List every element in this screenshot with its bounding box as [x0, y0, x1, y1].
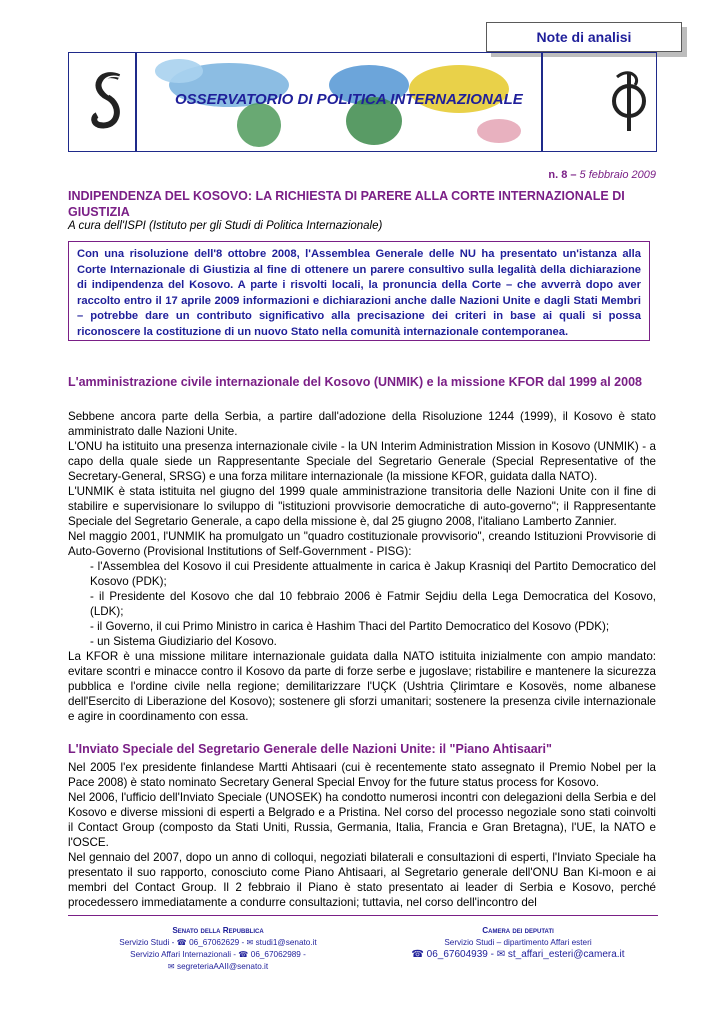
section-body [68, 760, 656, 910]
header-banner [68, 52, 657, 152]
document-title: INDIPENDENZA DEL KOSOVO: LA RICHIESTA DI PARERE ALLA CORTE INTERNAZIONALE DI GIUSTIZIA [68, 189, 625, 219]
paragraph: Nel 2005 l'ex presidente finlandese Martti Ahtisaari (cui è recentemente stato assegnato il Premio Nobel per la Pace 2008) è stato nominato Secretary General Special Envoy for the future status process for Kosovo. [68, 761, 656, 789]
footer-senato [68, 925, 368, 973]
paragraph: Nel gennaio del 2007, dopo un anno di colloqui, negoziati bilaterali e consultazioni di esperti, l'Inviato Speciale ha presentato il suo rapporto, conosciuto come Piano Ahtisaari, al Segretario generale dell'ONU Ban Ki-moon e ai membri del Contact Group. Il 2 febbraio il Piano è stato presentato ai leader di Serbia e Kosovo, perché procedessero immediatamente a condurre consultazioni; tuttavia, nel corso dell'incontro del [68, 851, 656, 909]
paragraph: Nel 2006, l'ufficio dell'Inviato Speciale (UNOSEK) ha condotto numerosi incontri con delegazioni della Serbia e del Kosovo e diverse missioni di esperti a Belgrado e a Pristina. Nel corso del processo negoziale sono stati coinvolti il Contact Group (composto da Stati Uniti, Russia, Germania, Italia, Francia e Gran Bretagna), l'UE, la NATO e l'OSCE. [68, 791, 656, 849]
banner-divider [135, 53, 137, 151]
footer-contact: ✉ segreteriaAAII@senato.it [167, 962, 269, 971]
abstract-box: Con una risoluzione dell'8 ottobre 2008, l'Assemblea Generale delle NU ha presentato un'istanza alla Corte Internazionale di Giustizia al fine di ottenere un parere consultivo sulla legalità della dichiarazione di indipendenza del Kosovo. A parte i risvolti locali, la pronuncia della Corte – che avverrà dopo aver raccolto entro il 17 aprile 2009 informazioni e dichiarazioni anche dalle Nazioni Unite e dagli Stati Membri – potrebbe dare un contributo significativo alla precisazione dei criteri in base ai quali si possa riconoscere la costituzione di un nuovo Stato nella comunità internazionale contemporanea. [68, 241, 650, 341]
issue-info [548, 169, 656, 181]
paragraph: Nel maggio 2001, l'UNMIK ha promulgato un "quadro costituzionale provvisorio", creando Istituzioni Provvisorie di Auto-Governo (Provisional Institutions of Self-Government - PISG): [68, 530, 656, 558]
footer-org: Senato della Repubblica [172, 926, 264, 935]
section-body [68, 409, 656, 724]
list-item: - l'Assemblea del Kosovo il cui Presidente attualmente in carica è Jakup Krasniqi del Partito Democratico del Kosovo (PDK); [90, 560, 656, 588]
list-item: - il Governo, il cui Primo Ministro in carica è Hashim Thaci del Partito Democratico del Kosovo (PDK); [90, 620, 610, 633]
section-heading: L'amministrazione civile internazionale del Kosovo (UNMIK) e la missione KFOR dal 1999 al 2008 [68, 375, 642, 389]
footer-org: Camera dei deputati [482, 926, 554, 935]
list-item: - il Presidente del Kosovo che dal 10 febbraio 2006 è Fatmir Sejdiu della Lega Democratica del Kosovo, (LDK); [90, 590, 656, 618]
issue-number: n. 8 – [548, 169, 580, 181]
footer-camera [378, 925, 658, 961]
banner-title: OSSERVATORIO DI POLITICA INTERNAZIONALE [175, 91, 523, 108]
paragraph: Sebbene ancora parte della Serbia, a partire dall'adozione della Risoluzione 1244 (1999), il Kosovo è stato amministrato dalle Nazioni Unite. [68, 410, 656, 438]
senato-logo-icon [89, 67, 129, 137]
footer-contact[interactable]: ☎ 06_67604939 - ✉ st_affari_esteri@camera.it [411, 949, 625, 960]
doc-type-label: Note di analisi [486, 22, 682, 52]
footer-contact: Servizio Studi - ☎ 06_67062629 - ✉ studi1@senato.it [119, 938, 317, 947]
footer-contact: Servizio Studi – dipartimento Affari esteri [444, 938, 592, 947]
banner-divider [541, 53, 543, 151]
document-subtitle: A cura dell'ISPI (Istituto per gli Studi di Politica Internazionale) [68, 220, 383, 232]
footer-divider [68, 915, 658, 916]
camera-logo-icon [609, 67, 649, 137]
paragraph: L'ONU ha istituito una presenza internazionale civile - la UN Interim Administration Mission in Kosovo (UNMIK) - a capo della quale siede un Rappresentante Speciale del Segretario Generale (Special Representative of the Secretary-General, SRSG) e una forza militare internazionale (la missione KFOR, guidata dalla NATO). [68, 440, 656, 483]
section-heading: L'Inviato Speciale del Segretario Generale delle Nazioni Unite: il "Piano Ahtisaari" [68, 742, 552, 756]
issue-date: 5 febbraio 2009 [579, 169, 656, 181]
paragraph: La KFOR è una missione militare internazionale guidata dalla NATO istituita inizialmente con ampio mandato: evitare scontri e minacce contro il Kosovo da parte di forze serbe e jugoslave; ristabilire e mantenere la sicurezza pubblica e l'ordine civile nella regione; demilitarizzare l'UÇK (Ushtria Çlirimtare e Kosovës, nome albanese dell'Esercito di Liberazione del Kosovo); sostenere gli sforzi umanitari; sostenere la presenza civile internazionale e agire in coordinamento con essa. [68, 650, 656, 723]
list-item: - un Sistema Giudiziario del Kosovo. [90, 635, 277, 648]
footer-contact: Servizio Affari Internazionali - ☎ 06_67062989 - [130, 950, 306, 959]
paragraph: L'UNMIK è stata istituita nel giugno del 1999 quale amministrazione transitoria delle Nazioni Unite con il fine di stabilire e supervisionare lo sviluppo di "istituzioni provvisorie democratiche di auto-governo"; il Rappresentante Speciale del Segretario Generale, a capo della missione è, dal 25 giugno 2008, l'italiano Lamberto Zannier. [68, 485, 656, 528]
